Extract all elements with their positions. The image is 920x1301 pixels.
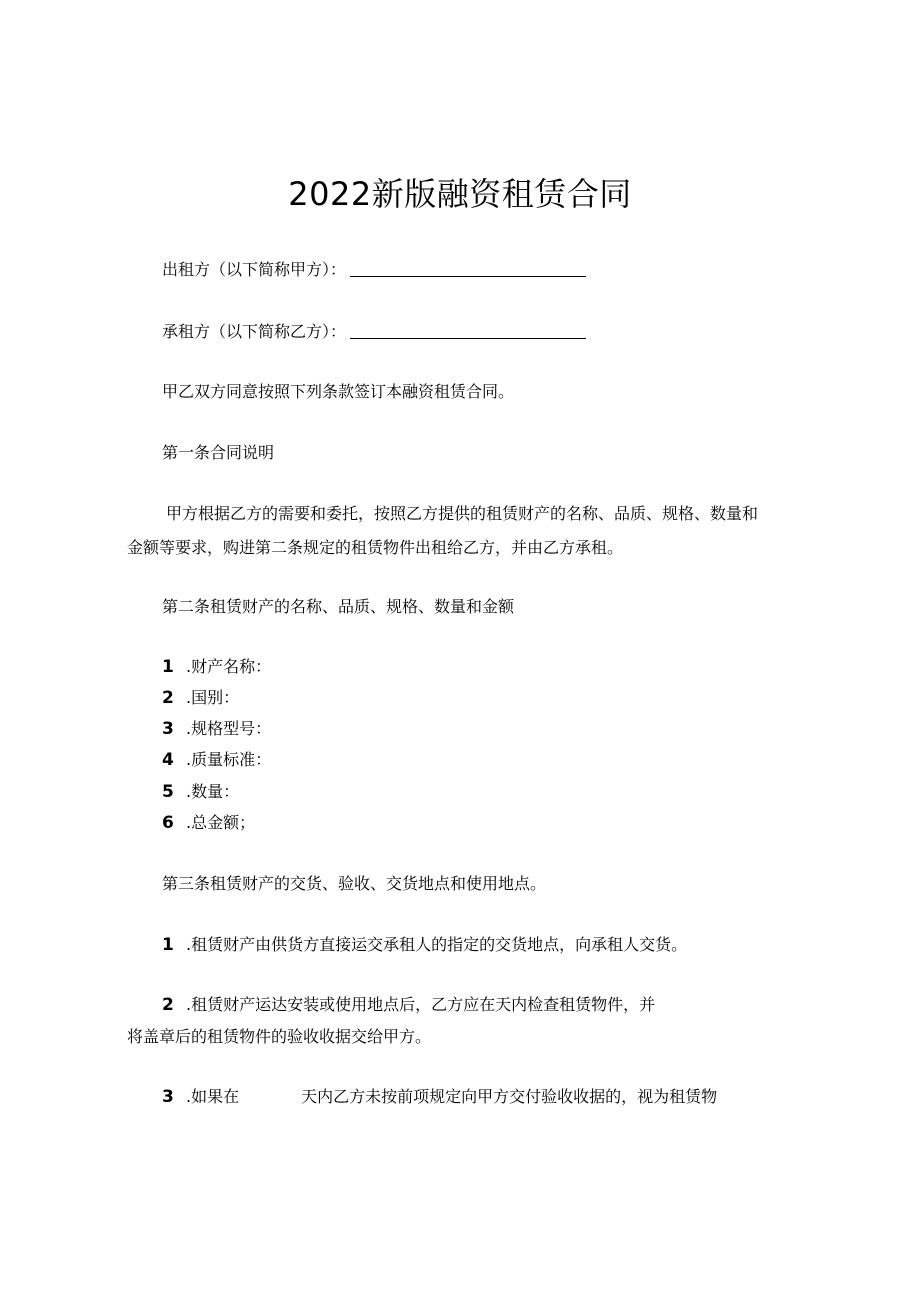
list-item-number: 6 [162, 813, 174, 833]
lessee-line [162, 321, 586, 343]
lessor-line [162, 259, 586, 281]
paragraph-text-part1: .如果在 [186, 1087, 240, 1106]
list-item-number: 2 [162, 688, 174, 708]
list-item-text: .数量： [186, 782, 240, 801]
paragraph-number: 2 [162, 995, 174, 1015]
list-item-number: 3 [162, 719, 174, 739]
paragraph-text: .租赁财产运达安装或使用地点后，乙方应在天内检查租赁物件，并 [186, 995, 656, 1014]
list-item-text: .国别： [186, 688, 240, 707]
article1-body-line1: 甲方根据乙方的需要和委托，按照乙方提供的租赁财产的名称、品质、规格、数量和 [166, 504, 759, 523]
intro-paragraph: 甲乙双方同意按照下列条款签订本融资租赁合同。 [162, 382, 515, 401]
list-item-text: .总金额； [186, 813, 256, 832]
lessor-label: 出租方（以下简称甲方）： [162, 260, 347, 279]
document-title: 2022新版融资租赁合同 [288, 175, 632, 213]
list-item-number: 4 [162, 750, 174, 770]
paragraph-number: 3 [162, 1087, 174, 1107]
list-item [162, 687, 239, 709]
list-item [162, 812, 255, 834]
list-item-text: .财产名称： [186, 657, 272, 676]
paragraph-text: .租赁财产由供货方直接运交承租人的指定的交货地点，向承租人交货。 [186, 935, 688, 954]
list-item-text: .规格型号： [186, 719, 272, 738]
list-item [162, 749, 271, 771]
article1-body-line2: 金额等要求，购进第二条规定的租赁物件出租给乙方，并由乙方承租。 [127, 538, 624, 557]
paragraph-number: 1 [162, 935, 174, 955]
list-item-text: .质量标准： [186, 750, 272, 769]
list-item-number: 5 [162, 782, 174, 802]
article3-paragraph-1 [162, 934, 687, 956]
article1-heading: 第一条合同说明 [162, 443, 275, 462]
list-item [162, 781, 239, 803]
article3-heading: 第三条租赁财产的交货、验收、交货地点和使用地点。 [162, 874, 547, 893]
paragraph-text-part2: 天内乙方未按前项规定向甲方交付验收收据的，视为租赁物 [301, 1087, 718, 1106]
list-item [162, 718, 271, 740]
list-item [162, 656, 271, 678]
list-item-number: 1 [162, 657, 174, 677]
lessor-blank-field [350, 260, 586, 277]
article2-heading: 第二条租赁财产的名称、品质、规格、数量和金额 [162, 597, 515, 616]
article3-paragraph-2-line1 [162, 994, 655, 1016]
article3-paragraph-2-line2: 将盖章后的租赁物件的验收收据交给甲方。 [127, 1027, 432, 1046]
article3-paragraph-3 [162, 1086, 717, 1108]
lessee-blank-field [350, 322, 586, 339]
lessee-label: 承租方（以下简称乙方）： [162, 322, 347, 341]
